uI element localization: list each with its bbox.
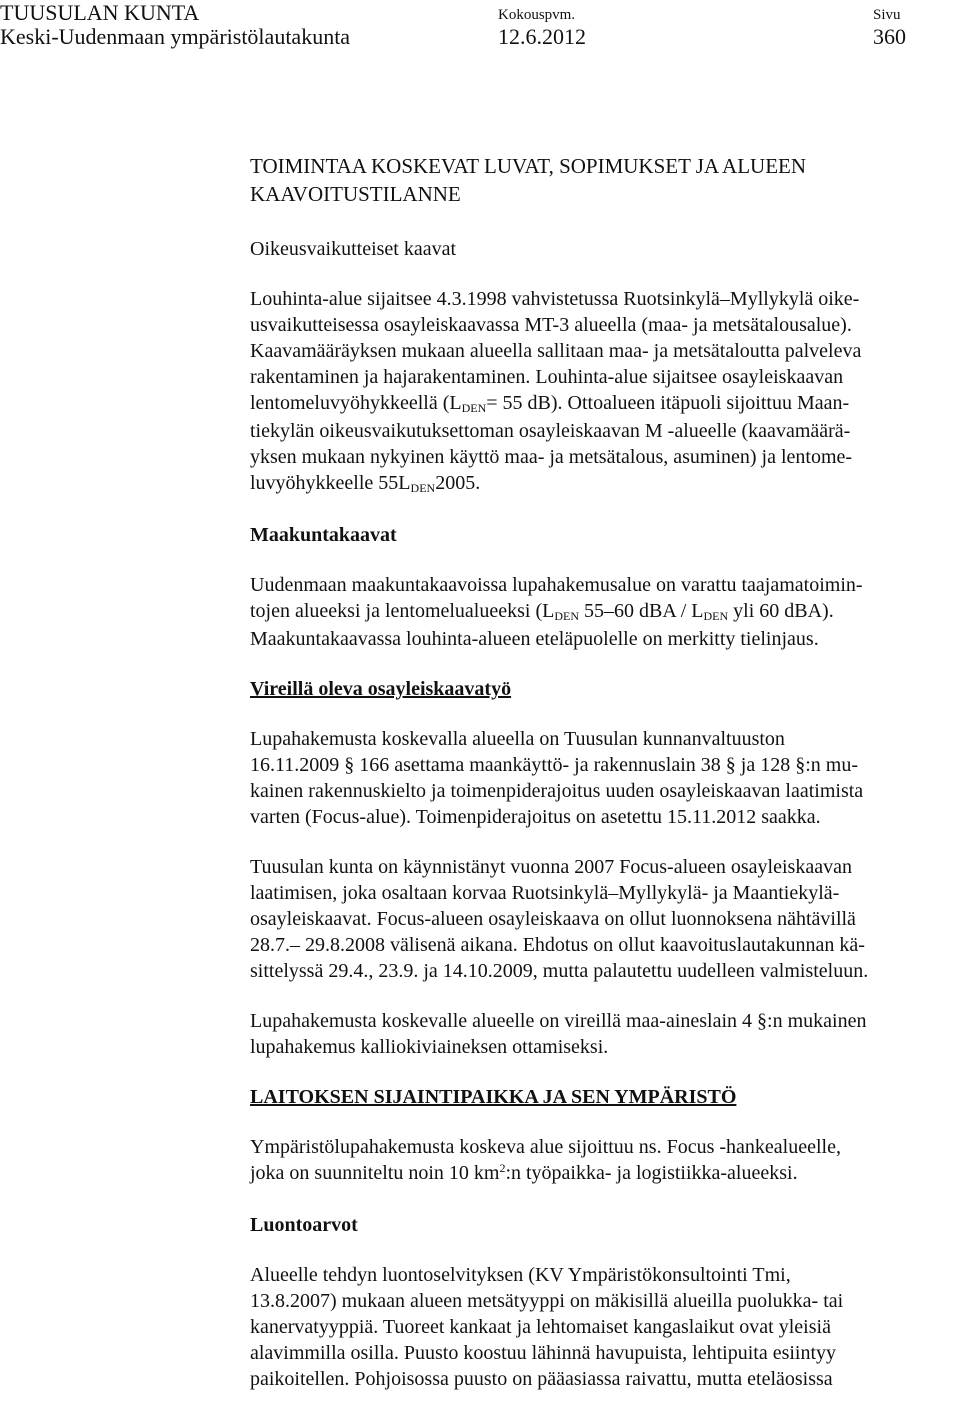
text-line: Louhinta-alue sijaitsee 4.3.1998 vahvistetussa Ruotsinkylä–Myllykylä oike- [250, 288, 860, 310]
main-heading-line: KAAVOITUSTILANNE [250, 182, 461, 206]
paragraph [250, 1008, 954, 1060]
paragraph [250, 572, 954, 652]
text-line: 28.7.– 29.8.2008 välisenä aikana. Ehdotus on ollut kaavoituslautakunnan kä- [250, 934, 865, 956]
text-line: rakentaminen ja hajarakentaminen. Louhinta-alue sijaitsee osayleiskaavan [250, 366, 844, 388]
text-line: 13.8.2007) mukaan alueen metsätyyppi on mäkisillä alueilla puolukka- tai [250, 1290, 844, 1312]
text-line: paikoitellen. Pohjoisossa puusto on pääasiassa raivattu, mutta eteläosissa [250, 1368, 833, 1390]
section-heading: Luontoarvot [250, 1214, 358, 1236]
text-line: Kaavamääräyksen mukaan alueella sallitaan maa- ja metsätaloutta palveleva [250, 340, 862, 362]
paragraph [250, 726, 954, 830]
text-line: luvyöhykkeelle $55L_{DEN}2005$. [250, 472, 481, 495]
text-line: Lupahakemusta koskevalle alueelle on vireillä maa-aineslain 4 §:n mukainen [250, 1010, 867, 1032]
paragraph [250, 1262, 954, 1392]
text-line: Tuusulan kunta on käynnistänyt vuonna 2007 Focus-alueen osayleiskaavan [250, 856, 852, 878]
main-heading [250, 152, 954, 208]
text-line: alavimmilla osilla. Puusto koostuu lähinnä havupuista, lehtipuita esiintyy [250, 1342, 837, 1364]
page-number: 360 [873, 24, 906, 49]
text-line: varten (Focus-alue). Toimenpiderajoitus on asetettu 15.11.2012 saakka. [250, 806, 821, 828]
subscript: DEN [461, 401, 487, 415]
section-heading: Maakuntakaavat [250, 524, 397, 546]
text-line: Lupahakemusta koskevalla alueella on Tuusulan kunnanvaltuuston [250, 728, 785, 750]
text-line: joka on suunniteltu noin 10 $km^2:n$ työpaikka- ja logistiikka-alueeksi. [250, 1161, 798, 1184]
org-name: TUUSULAN KUNTA [0, 0, 200, 25]
text-line: laatimisen, joka osaltaan korvaa Ruotsinkylä–Myllykylä- ja Maantiekylä- [250, 882, 840, 904]
meeting-date: 12.6.2012 [498, 24, 586, 49]
paragraph [250, 854, 954, 984]
text-line: osayleiskaavat. Focus-alueen osayleiskaava on ollut luonnoksena nähtävillä [250, 908, 856, 930]
document-body [250, 152, 954, 1392]
section-heading: LAITOKSEN SIJAINTIPAIKKA JA SEN YMPÄRISTÖ [250, 1086, 737, 1108]
text-line: kainen rakennuskielto ja toimenpiderajoitus uuden osayleiskaavan laatimista [250, 780, 864, 802]
text-line: tojen alueeksi ja lentomelualueeksi ($L_{DEN}$ 55–60 dBA / $L_{DEN}$ yli 60 dBA). [250, 600, 834, 623]
meeting-date-label: Kokouspvm. [498, 7, 576, 23]
text-line: Uudenmaan maakuntakaavoissa lupahakemusalue on varattu taajamatoimin- [250, 574, 863, 596]
text-line: yksen mukaan nykyinen käyttö maa- ja metsätalous, asuminen) ja lentome- [250, 446, 853, 468]
text-line: sittelyssä 29.4., 23.9. ja 14.10.2009, mutta palautettu uudelleen valmisteluun. [250, 960, 869, 982]
text-line: usvaikutteisessa osayleiskaavassa MT-3 alueella (maa- ja metsätalousalue). [250, 314, 852, 336]
subscript: DEN [410, 481, 436, 495]
text-line: Maakuntakaavassa louhinta-alueen eteläpuolelle on merkitty tielinjaus. [250, 628, 819, 650]
section-heading: Oikeusvaikutteiset kaavat [250, 238, 457, 260]
text-line: lupahakemus kalliokiviaineksen ottamiseksi. [250, 1036, 609, 1058]
text-line: Alueelle tehdyn luontoselvityksen (KV Ympäristökonsultointi Tmi, [250, 1264, 791, 1286]
text-line: 16.11.2009 § 166 asettama maankäyttö- ja rakennuslain 38 § ja 128 §:n mu- [250, 754, 859, 776]
text-line: lentomeluvyöhykkeellä ($L_{DEN}= 55$ dB). Ottoalueen itäpuoli sijoittuu Maan- [250, 392, 850, 415]
page-header [0, 0, 960, 52]
text-line: Ympäristölupahakemusta koskeva alue sijoittuu ns. Focus -hankealueelle, [250, 1136, 841, 1158]
superscript: 2 [499, 1161, 506, 1175]
paragraph [250, 286, 954, 498]
subscript: DEN [703, 609, 729, 623]
text-line: tiekylän oikeusvaikutuksettoman osayleiskaavan M -alueelle (kaavamäärä- [250, 420, 851, 442]
subscript: DEN [554, 609, 580, 623]
section-heading: Vireillä oleva osayleiskaavatyö [250, 678, 512, 700]
committee-name: Keski-Uudenmaan ympäristölautakunta [0, 24, 351, 49]
page-number-label: Sivu [873, 7, 901, 23]
main-heading-line: TOIMINTAA KOSKEVAT LUVAT, SOPIMUKSET JA ALUEEN [250, 154, 807, 178]
paragraph [250, 1134, 954, 1188]
text-line: kanervatyyppiä. Tuoreet kankaat ja lehtomaiset kangaslaikut ovat yleisiä [250, 1316, 831, 1338]
